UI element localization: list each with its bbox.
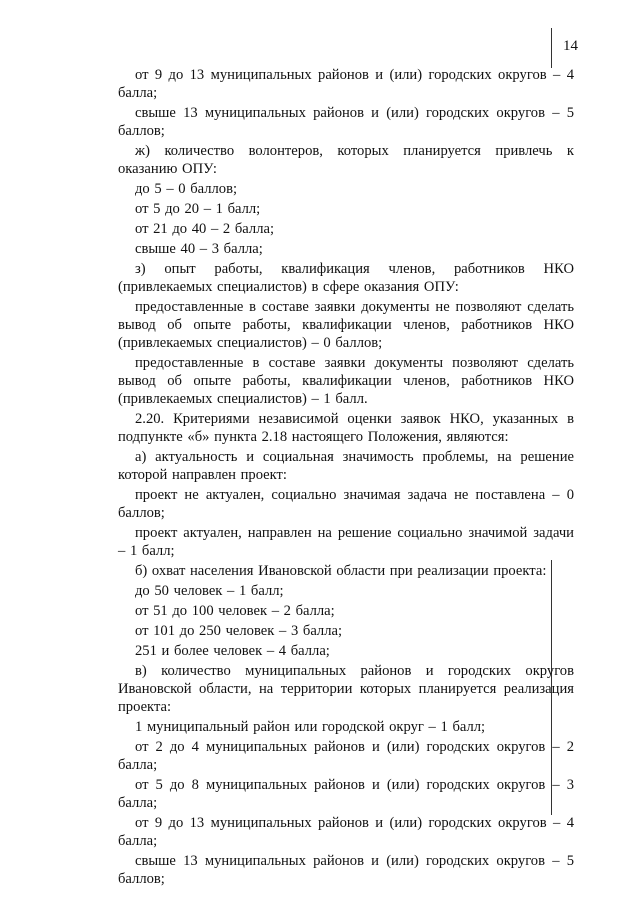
paragraph: б) охват населения Ивановской области при реализации проекта: bbox=[135, 563, 547, 579]
paragraph: проект не актуален, социально значимая задача не поставлена – 0 баллов; bbox=[118, 487, 574, 521]
paragraph: свыше 13 муниципальных районов и (или) городских округов – 5 баллов; bbox=[118, 853, 574, 887]
paragraph: ж) количество волонтеров, которых планируется привлечь к оказанию ОПУ: bbox=[118, 143, 574, 177]
paragraph: до 5 – 0 баллов; bbox=[135, 181, 238, 197]
page-number: 14 bbox=[563, 38, 578, 54]
paragraph: 1 муниципальный район или городской округ – 1 балл; bbox=[135, 719, 486, 735]
paragraph: в) количество муниципальных районов и городских округов Ивановской области, на территории которых планируется реализация проекта: bbox=[118, 663, 574, 715]
paragraph: свыше 13 муниципальных районов и (или) городских округов – 5 баллов; bbox=[118, 105, 574, 139]
paragraph: а) актуальность и социальная значимость проблемы, на решение которой направлен проект: bbox=[118, 449, 574, 483]
paragraph: от 9 до 13 муниципальных районов и (или) городских округов – 4 балла; bbox=[118, 67, 574, 101]
paragraph: от 51 до 100 человек – 2 балла; bbox=[135, 603, 335, 619]
scan-margin-line-top bbox=[551, 28, 552, 68]
paragraph: от 9 до 13 муниципальных районов и (или) городских округов – 4 балла; bbox=[118, 815, 574, 849]
paragraph: до 50 человек – 1 балл; bbox=[135, 583, 284, 599]
paragraph: свыше 40 – 3 балла; bbox=[135, 241, 263, 257]
paragraph: проект актуален, направлен на решение социально значимой задачи – 1 балл; bbox=[118, 525, 574, 559]
paragraph: 2.20. Критериями независимой оценки заявок НКО, указанных в подпункте «б» пункта 2.18 настоящего Положения, являются: bbox=[118, 411, 574, 445]
paragraph: от 2 до 4 муниципальных районов и (или) городских округов – 2 балла; bbox=[118, 739, 574, 773]
paragraph: предоставленные в составе заявки документы позволяют сделать вывод об опыте работы, квалификации членов, работников НКО (привлекаемых специалистов) – 1 балл. bbox=[118, 355, 574, 407]
paragraph: от 5 до 8 муниципальных районов и (или) городских округов – 3 балла; bbox=[118, 777, 574, 811]
paragraph: от 5 до 20 – 1 балл; bbox=[135, 201, 261, 217]
paragraph: от 21 до 40 – 2 балла; bbox=[135, 221, 275, 237]
paragraph: предоставленные в составе заявки документы не позволяют сделать вывод об опыте работы, квалификации членов, работников НКО (привлекаемых специалистов) – 0 баллов; bbox=[118, 299, 574, 351]
paragraph: з) опыт работы, квалификация членов, работников НКО (привлекаемых специалистов) в сфере оказания ОПУ: bbox=[118, 261, 574, 295]
paragraph: от 101 до 250 человек – 3 балла; bbox=[135, 623, 343, 639]
paragraph: 251 и более человек – 4 балла; bbox=[135, 643, 330, 659]
document-body bbox=[118, 66, 574, 890]
